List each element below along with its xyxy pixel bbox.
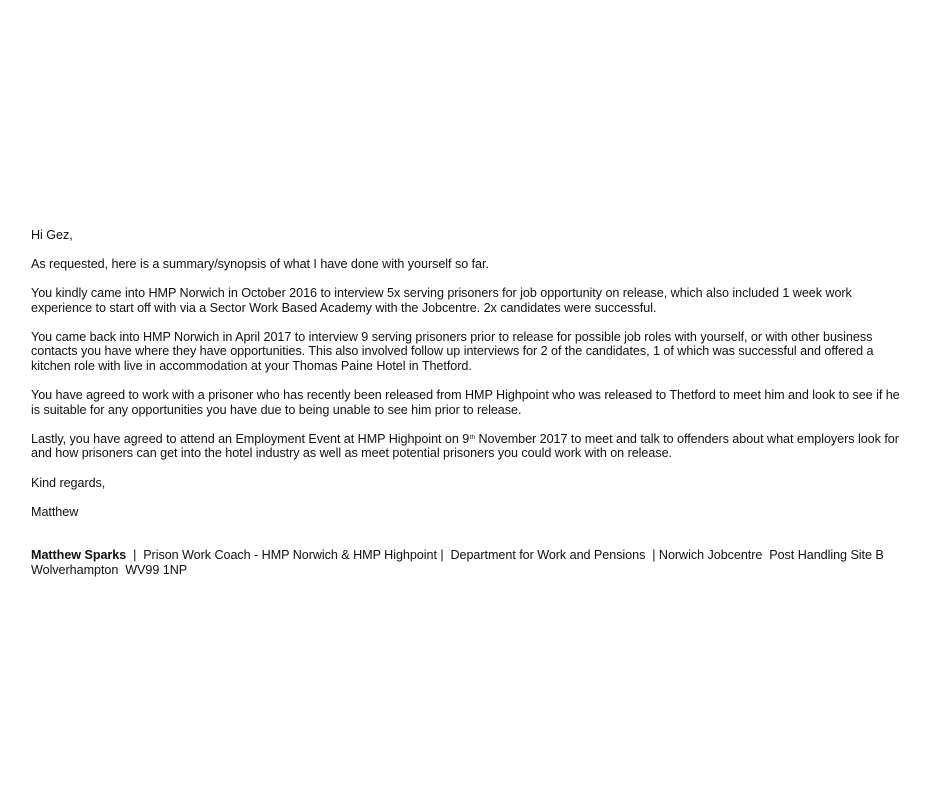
april-visit-paragraph: You came back into HMP Norwich in April 2017 to interview 9 serving prisoners prior to release for possible job roles with yourself, or with other business contacts you have where they have opportunities. This also involved follow up interviews for 2 of the candidates, 1 of which was successful and offered a kitchen role with live in accommodation at your Thomas Paine Hotel in Thetford. [31,329,874,374]
email-body [31,228,911,577]
event-text-after: November 2017 to meet and talk to offenders about what employers look for and how prisoners can get into the hotel industry as well as meet potential prisoners you could work with on release. [31,431,899,461]
ordinal-suffix: th [469,433,476,441]
sender-name: Matthew [31,504,79,519]
highpoint-prisoner-paragraph: You have agreed to work with a prisoner who has recently been released from HMP Highpoint who was released to Thetford to meet him and look to see if he is suitable for any opportunities you have due to being unable to see him prior to release. [31,388,900,417]
october-visit-paragraph: You kindly came into HMP Norwich in October 2016 to interview 5x serving prisoners for job opportunity on release, which also included 1 week work experience to start off with via a Sector Work Based Academy with the Jobcentre. 2x candidates were successful. [31,286,852,315]
employment-event-paragraph [31,432,911,461]
closing: Kind regards, [31,475,106,490]
intro-paragraph: As requested, here is a summary/synopsis of what I have done with yourself so far. [31,257,489,272]
email-signature [31,548,911,577]
event-text-before: Lastly, you have agreed to attend an Employment Event at HMP Highpoint on 9 [31,431,470,446]
greeting: Hi Gez, [31,228,73,242]
signature-name: Matthew Sparks [31,548,127,563]
signature-details: | Prison Work Coach - HMP Norwich & HMP Highpoint | Department for Work and Pensions | Norwich Jobcentre Post Handling Site B Wolverhampton WV99 1NP [31,548,888,577]
